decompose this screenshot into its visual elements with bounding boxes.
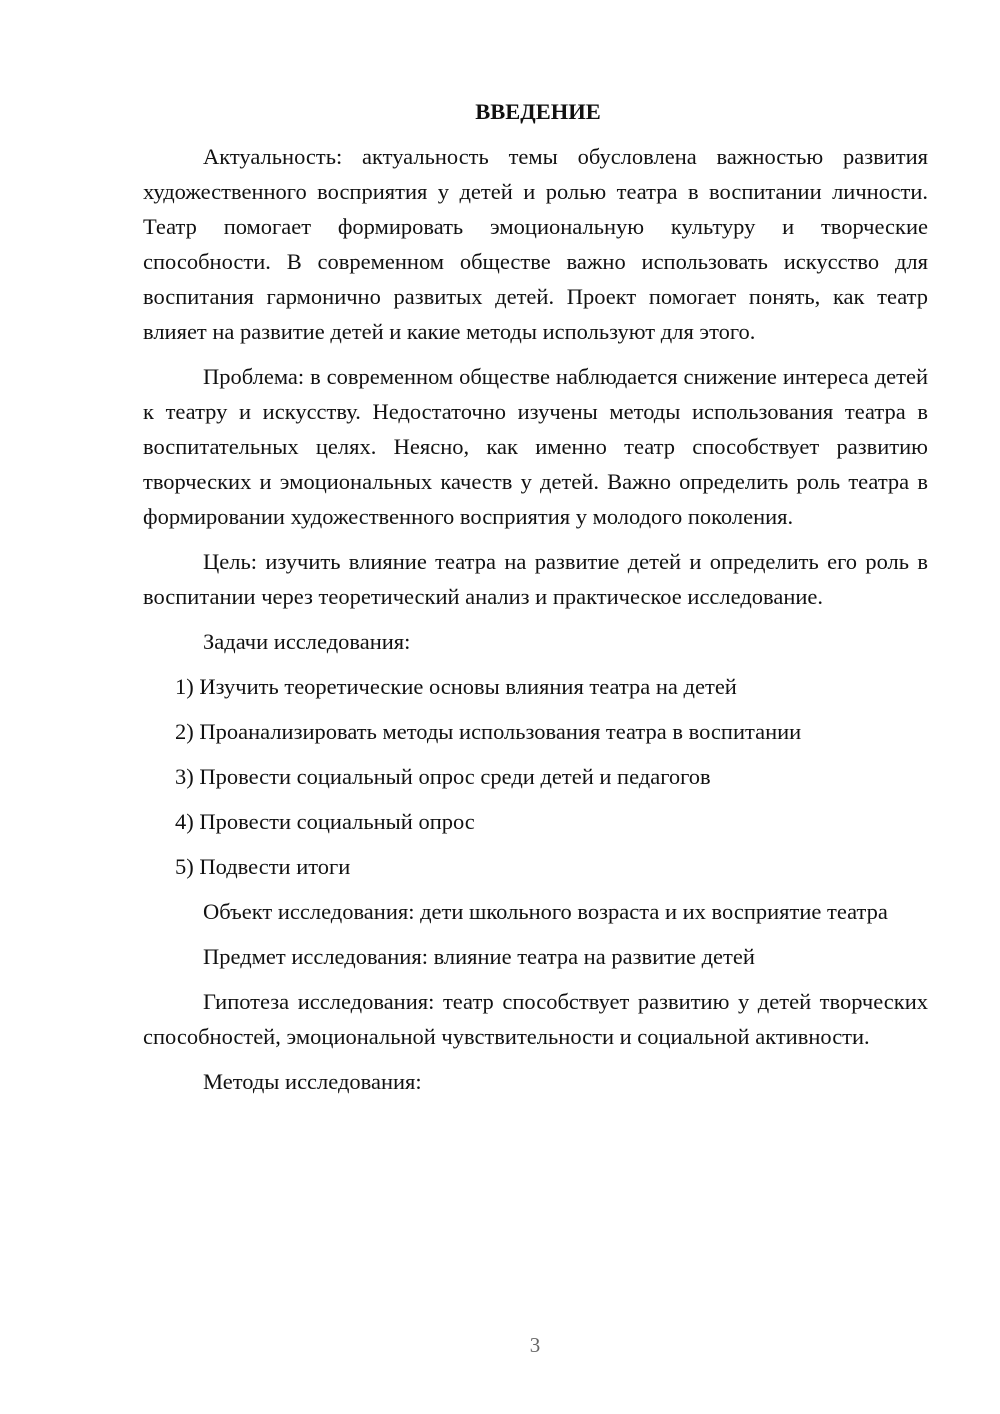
relevance-paragraph: Актуальность: актуальность темы обусловлена важностью развития художественного восприятия у детей и ролью театра в воспитании личности. Театр помогает формировать эмоциональную культуру и творческие способности. В современном обществе важно использовать искусство для воспитания гармонично развитых детей. Проект помогает понять, как театр влияет на развитие детей и какие методы используют для этого. — [143, 144, 928, 344]
list-item: 2) Проанализировать методы использования театра в воспитании — [175, 719, 802, 744]
list-item: 4) Провести социальный опрос — [175, 809, 475, 834]
tasks-heading: Задачи исследования: — [203, 629, 411, 654]
methods-heading: Методы исследования: — [203, 1069, 422, 1094]
problem-paragraph: Проблема: в современном обществе наблюдается снижение интереса детей к театру и искусству. Недостаточно изучены методы использования театра в воспитательных целях. Неясно, как именно театр способствует развитию творческих и эмоциональных качеств у детей. Важно определить роль театра в формировании художественного восприятия у молодого поколения. — [143, 364, 928, 529]
page-title: ВВЕДЕНИЕ — [475, 99, 601, 124]
hypothesis-paragraph: Гипотеза исследования: театр способствует развитию у детей творческих способностей, эмоциональной чувствительности и социальной активности. — [143, 989, 928, 1049]
object-paragraph: Объект исследования: дети школьного возраста и их восприятие театра — [203, 899, 888, 924]
page-number: 3 — [529, 1333, 541, 1357]
goal-paragraph: Цель: изучить влияние театра на развитие детей и определить его роль в воспитании через теоретический анализ и практическое исследование. — [143, 549, 928, 609]
list-item: 1) Изучить теоретические основы влияния театра на детей — [175, 674, 737, 699]
subject-paragraph: Предмет исследования: влияние театра на развитие детей — [203, 944, 755, 969]
list-item: 5) Подвести итоги — [175, 854, 351, 879]
list-item: 3) Провести социальный опрос среди детей и педагогов — [175, 764, 711, 789]
document-page — [143, 94, 928, 1109]
